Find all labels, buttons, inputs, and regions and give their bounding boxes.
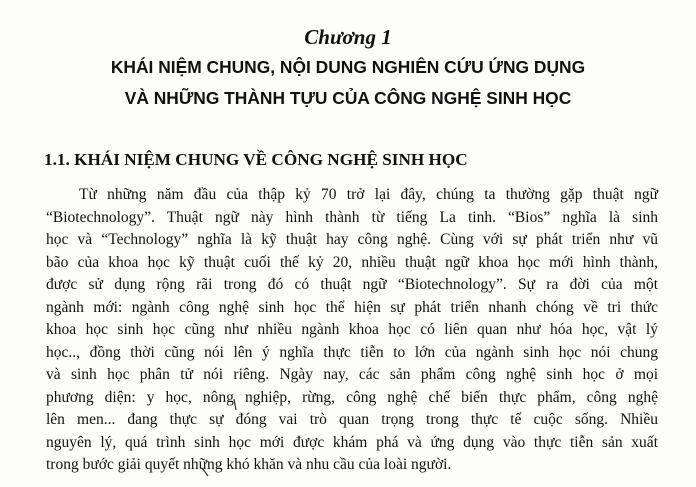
paragraph-line: “Biotechnology”. Thuật ngữ này hình thành từ tiếng La tinh. “Bios” nghĩa là sinh — [46, 208, 658, 226]
paragraph-line: Từ những năm đầu của thập kỷ 70 trở lại đây, chúng ta thường gặp thuật ngữ — [79, 186, 658, 203]
chapter-title-line: KHÁI NIỆM CHUNG, NỘI DUNG NGHIÊN CỨU ỨNG DỤNG — [110, 57, 586, 77]
paragraph-line: trong bước giải quyết những khó khăn và nhu cầu của loài người. — [46, 456, 452, 473]
paragraph-line: và sinh học phân tử nói riêng. Ngày nay, các sản phẩm công nghệ sinh học ở mọi — [46, 366, 658, 383]
paragraph-line: nguyên lý, quá trình sinh học mới được khám phá và ứng dụng vào thực tiễn sản xuất — [46, 433, 658, 451]
paragraph-line: lên men... đang thực sự đóng vai trò quan trọng trong thực tế cuộc sống. Nhiều — [46, 411, 658, 428]
paragraph-line: bão của khoa học kỹ thuật cuối thế kỷ 20, nhiều thuật ngữ khoa học mới hình thành, — [46, 253, 658, 271]
paragraph-line: học.., đồng thời cũng nói lên ý nghĩa thực tiễn to lớn của ngành sinh học nói chung — [46, 343, 658, 361]
body-paragraph — [46, 184, 658, 477]
paragraph-line: phương diện: y học, nông nghiệp, rừng, công nghệ chế biến thực phẩm, công nghệ — [46, 388, 658, 406]
paragraph-line: học và “Technology” nghĩa là kỹ thuật hay công nghệ. Cùng với sự phát triển như vũ — [46, 231, 658, 248]
section-heading: 1.1. KHÁI NIỆM CHUNG VỀ CÔNG NGHỆ SINH HỌC — [44, 150, 468, 169]
paragraph-line: khoa học sinh học cũng như nhiều ngành khoa học có liên quan như hóa học, vật lý — [46, 321, 658, 338]
paragraph-line: được sử dụng rộng rãi trong đó có thuật ngữ “Biotechnology”. Sự ra đời của một — [46, 276, 658, 293]
chapter-title — [0, 52, 696, 114]
chapter-title-line: VÀ NHỮNG THÀNH TỰU CỦA CÔNG NGHỆ SINH HỌC — [124, 88, 572, 108]
paragraph-line: ngành mới: ngành công nghệ sinh học thể hiện sự phát triển nhanh chóng về tri thức — [46, 298, 658, 316]
chapter-label: Chương 1 — [304, 25, 392, 49]
